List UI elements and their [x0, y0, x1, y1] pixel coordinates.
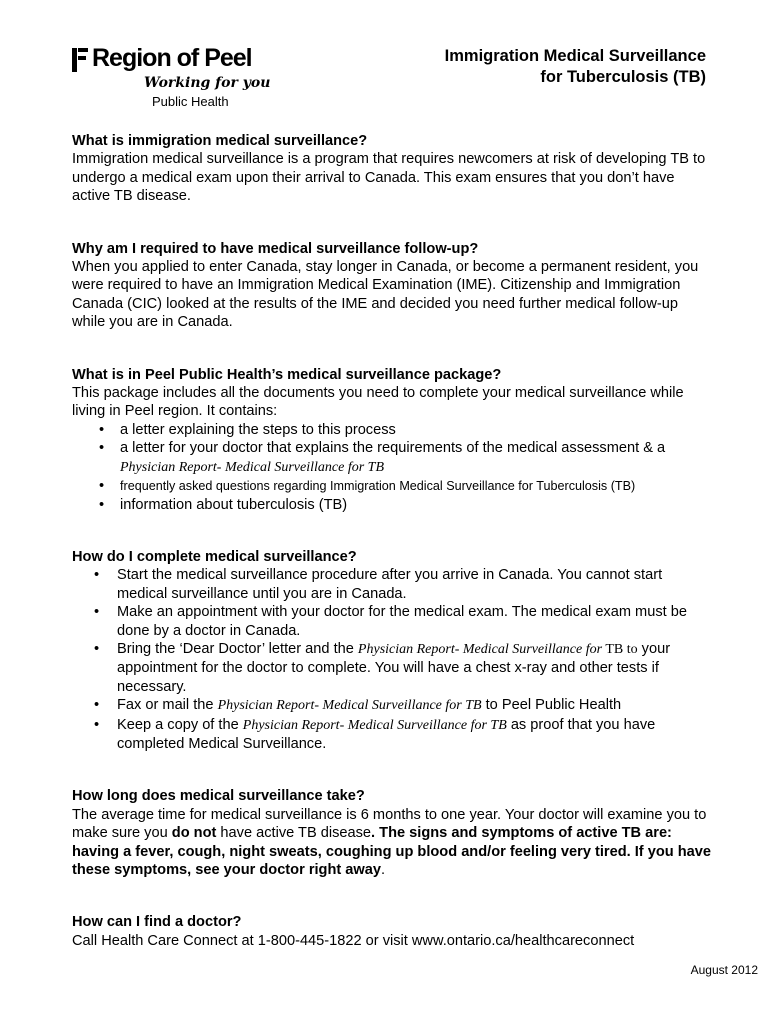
list-item-text: Keep a copy of the: [117, 716, 243, 733]
list-item: [72, 421, 712, 439]
bullet-icon: •: [94, 567, 100, 584]
bullet-icon: •: [94, 604, 100, 621]
steps-list: [72, 566, 712, 753]
section-heading: What is in Peel Public Health’s medical surveillance package?: [72, 366, 502, 383]
section-heading: How long does medical surveillance take?: [72, 788, 365, 805]
emphasis-text: do not: [171, 825, 217, 842]
logo-name: Region of Peel: [92, 44, 252, 72]
section-heading: How do I complete medical surveillance?: [72, 548, 357, 565]
list-item-text: Start the medical surveillance procedure after you arrive in Canada. You cannot start medical surveillance until you are in Canada.: [117, 567, 663, 602]
region-of-peel-logo: [72, 44, 271, 114]
section-how: [72, 548, 712, 753]
list-item: [72, 566, 712, 603]
bullet-icon: •: [99, 440, 105, 457]
paragraph-text: have active TB disease: [216, 825, 372, 842]
list-item-text: frequently asked questions regarding Immigration Medical Surveillance for Tuberculosis (TB): [120, 479, 636, 494]
document-title-line-2: for Tuberculosis (TB): [540, 68, 706, 86]
section-find-doctor: [72, 913, 712, 950]
list-item-text: to Peel Public Health: [481, 697, 622, 714]
section-paragraph: When you applied to enter Canada, stay longer in Canada, or become a permanent resident, you were required to have an Immigration Medical Examination (IME). Citizenship and Immigration Canada (CIC) looked at the results of the IME and decided you need further medical follow-up while you are in Canada.: [72, 259, 699, 331]
form-name: Physician Report- Medical Surveillance for: [357, 641, 603, 657]
section-package: [72, 366, 712, 514]
list-item: [72, 496, 712, 514]
document-title-line-1: Immigration Medical Surveillance: [444, 47, 706, 65]
logo-department: Public Health: [152, 94, 229, 109]
list-item-text: Fax or mail the: [117, 697, 218, 714]
list-item: [72, 603, 712, 640]
list-item-text: TB to: [602, 641, 638, 657]
bullet-icon: •: [94, 640, 100, 657]
list-item-text: a letter explaining the steps to this process: [120, 421, 396, 438]
form-name: Physician Report- Medical Surveillance for TB: [120, 459, 384, 475]
form-name: Physician Report- Medical Surveillance for TB: [242, 717, 507, 733]
paragraph-text: The average time for medical surveillance is 6 months to one year. Your doctor will examine you to make sure you: [72, 806, 707, 842]
bullet-icon: •: [94, 716, 100, 733]
list-item-text: your appointment for the doctor to complete. You will have a chest x-ray and other tests if necessary.: [117, 640, 671, 695]
bullet-icon: •: [94, 697, 100, 714]
paragraph-text: .: [381, 862, 386, 878]
bullet-icon: •: [99, 496, 105, 513]
bullet-icon: •: [99, 478, 105, 495]
list-item: [72, 640, 712, 696]
list-item-text: Make an appointment with your doctor for the medical exam. The medical exam must be done by a doctor in Canada.: [117, 604, 687, 639]
section-paragraph: [72, 806, 712, 880]
document-title: [445, 46, 706, 88]
section-heading: What is immigration medical surveillance?: [72, 133, 368, 149]
section-paragraph: This package includes all the documents you need to complete your medical surveillance while living in Peel region. It contains:: [72, 385, 684, 420]
region-of-peel-logo-mark-icon: [72, 48, 90, 72]
logo-tagline: Working for you: [144, 75, 271, 91]
section-paragraph: Call Health Care Connect at 1-800-445-1822 or visit www.ontario.ca/healthcareconnect: [72, 932, 635, 949]
form-name: Physician Report- Medical Surveillance for TB: [217, 698, 482, 714]
document-body: [72, 132, 712, 984]
bullet-icon: •: [99, 421, 105, 438]
package-list: [72, 421, 712, 514]
list-item: [72, 477, 712, 495]
section-heading: How can I find a doctor?: [72, 914, 242, 931]
section-what: [72, 132, 712, 206]
list-item: [72, 716, 712, 754]
section-duration: [72, 787, 712, 879]
section-why: [72, 240, 712, 332]
section-heading: Why am I required to have medical surveillance follow-up?: [72, 240, 479, 257]
list-item-text: information about tuberculosis (TB): [120, 496, 348, 513]
list-item-text: Bring the ‘Dear Doctor’ letter and the: [117, 640, 358, 657]
list-item-text: a letter for your doctor that explains the requirements of the medical assessment & a: [120, 440, 666, 457]
list-item: [72, 439, 712, 477]
section-paragraph: Immigration medical surveillance is a program that requires newcomers at risk of developing TB to undergo a medical exam upon their arrival to Canada. This exam ensures that you don’t have active TB disease.: [72, 151, 706, 205]
list-item: [72, 696, 712, 715]
footer-date: August 2012: [690, 963, 758, 977]
symptoms-warning: . The signs and symptoms of active TB are: having a fever, cough, night sweats, coughing up blood and/or feeling very tired. If you have these symptoms, see your doctor right away: [72, 825, 711, 878]
list-item-text: as proof that you have completed Medical Surveillance.: [117, 716, 656, 752]
